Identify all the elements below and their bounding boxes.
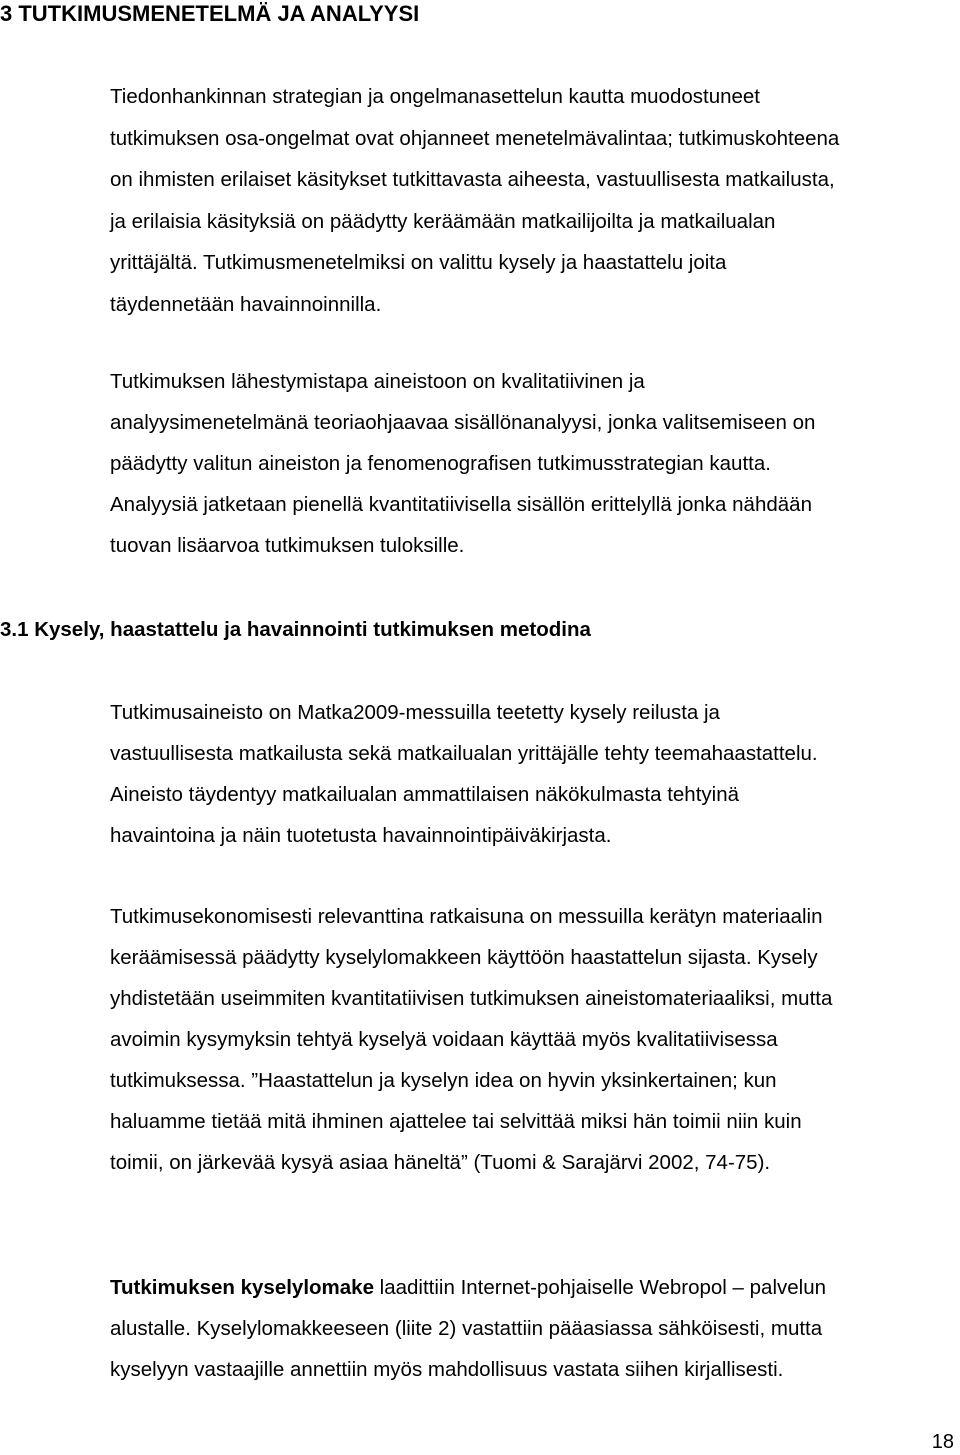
text-line: Aineisto täydentyy matkailualan ammattilaisen näkökulmasta tehtyinä bbox=[110, 783, 739, 806]
text-line: Tutkimusaineisto on Matka2009-messuilla teetetty kysely reilusta ja bbox=[110, 701, 720, 724]
text-line: yhdistetään useimmiten kvantitatiivisen tutkimuksen aineistomateriaaliksi, mutta bbox=[110, 987, 833, 1010]
text-line: toimii, on järkevää kysyä asiaa häneltä” (Tuomi & Sarajärvi 2002, 74-75). bbox=[110, 1151, 771, 1174]
text-line: alustalle. Kyselylomakkeeseen (liite 2) vastattiin pääasiassa sähköisesti, mutta bbox=[110, 1317, 823, 1340]
paragraph-research-strategy bbox=[110, 76, 839, 326]
text-line: päädytty valitun aineiston ja fenomenografisen tutkimusstrategian kautta. bbox=[110, 452, 771, 475]
paragraph-questionnaire bbox=[110, 1267, 826, 1390]
text-line: keräämisessä päädytty kyselylomakkeen käyttöön haastattelun sijasta. Kysely bbox=[110, 946, 818, 969]
text-line: tutkimuksen osa-ongelmat ovat ohjanneet menetelmävalintaa; tutkimuskohteena bbox=[110, 126, 840, 150]
paragraph-research-material bbox=[110, 692, 818, 856]
text-line: Tutkimusekonomisesti relevanttina ratkaisuna on messuilla kerätyn materiaalin bbox=[110, 905, 823, 928]
text-line: haluamme tietää mitä ihminen ajattelee tai selvittää miksi hän toimii niin kuin bbox=[110, 1110, 802, 1133]
text-line: havaintoina ja näin tuotetusta havainnointipäiväkirjasta. bbox=[110, 824, 612, 847]
text-line: analyysimenetelmänä teoriaohjaavaa sisällönanalyysi, jonka valitsemiseen on bbox=[110, 411, 816, 434]
text-line: on ihmisten erilaiset käsitykset tutkittavasta aiheesta, vastuullisesta matkailusta, bbox=[110, 168, 835, 192]
text-line: yrittäjältä. Tutkimusmenetelmiksi on valittu kysely ja haastattelu joita bbox=[110, 251, 727, 275]
page-number: 18 bbox=[931, 1431, 954, 1453]
text-line: Tutkimuksen lähestymistapa aineistoon on kvalitatiivinen ja bbox=[110, 370, 645, 393]
text-line: tutkimuksessa. ”Haastattelun ja kyselyn idea on hyvin yksinkertainen; kun bbox=[110, 1069, 777, 1092]
text-line: vastuullisesta matkailusta sekä matkailualan yrittäjälle tehty teemahaastattelu. bbox=[110, 742, 818, 765]
text-line: Tiedonhankinnan strategian ja ongelmanasettelun kautta muodostuneet bbox=[110, 85, 761, 108]
bold-lead-text: Tutkimuksen kyselylomake bbox=[110, 1276, 374, 1299]
text-line: kyselyyn vastaajille annettiin myös mahdollisuus vastata siihen kirjallisesti. bbox=[110, 1358, 784, 1381]
text-line: avoimin kysymyksin tehtyä kyselyä voidaan käyttää myös kvalitatiivisessa bbox=[110, 1028, 778, 1051]
text-line: tuovan lisäarvoa tutkimuksen tuloksille. bbox=[110, 534, 465, 557]
text-line: Analyysiä jatketaan pienellä kvantitatiivisella sisällön erittelyllä jonka nähdään bbox=[110, 493, 812, 516]
chapter-heading: 3 TUTKIMUSMENETELMÄ JA ANALYYSI bbox=[0, 1, 420, 26]
paragraph-survey-method bbox=[110, 896, 832, 1183]
section-heading: 3.1 Kysely, haastattelu ja havainnointi tutkimuksen metodina bbox=[0, 618, 591, 641]
line-rest-text: laadittiin Internet-pohjaiselle Webropol – palvelun bbox=[373, 1276, 827, 1299]
text-line bbox=[110, 1267, 826, 1308]
paragraph-analysis-approach bbox=[110, 361, 815, 566]
text-line: täydennetään havainnoinnilla. bbox=[110, 292, 382, 316]
text-line: ja erilaisia käsityksiä on päädytty keräämään matkailijoilta ja matkailualan bbox=[110, 209, 776, 233]
